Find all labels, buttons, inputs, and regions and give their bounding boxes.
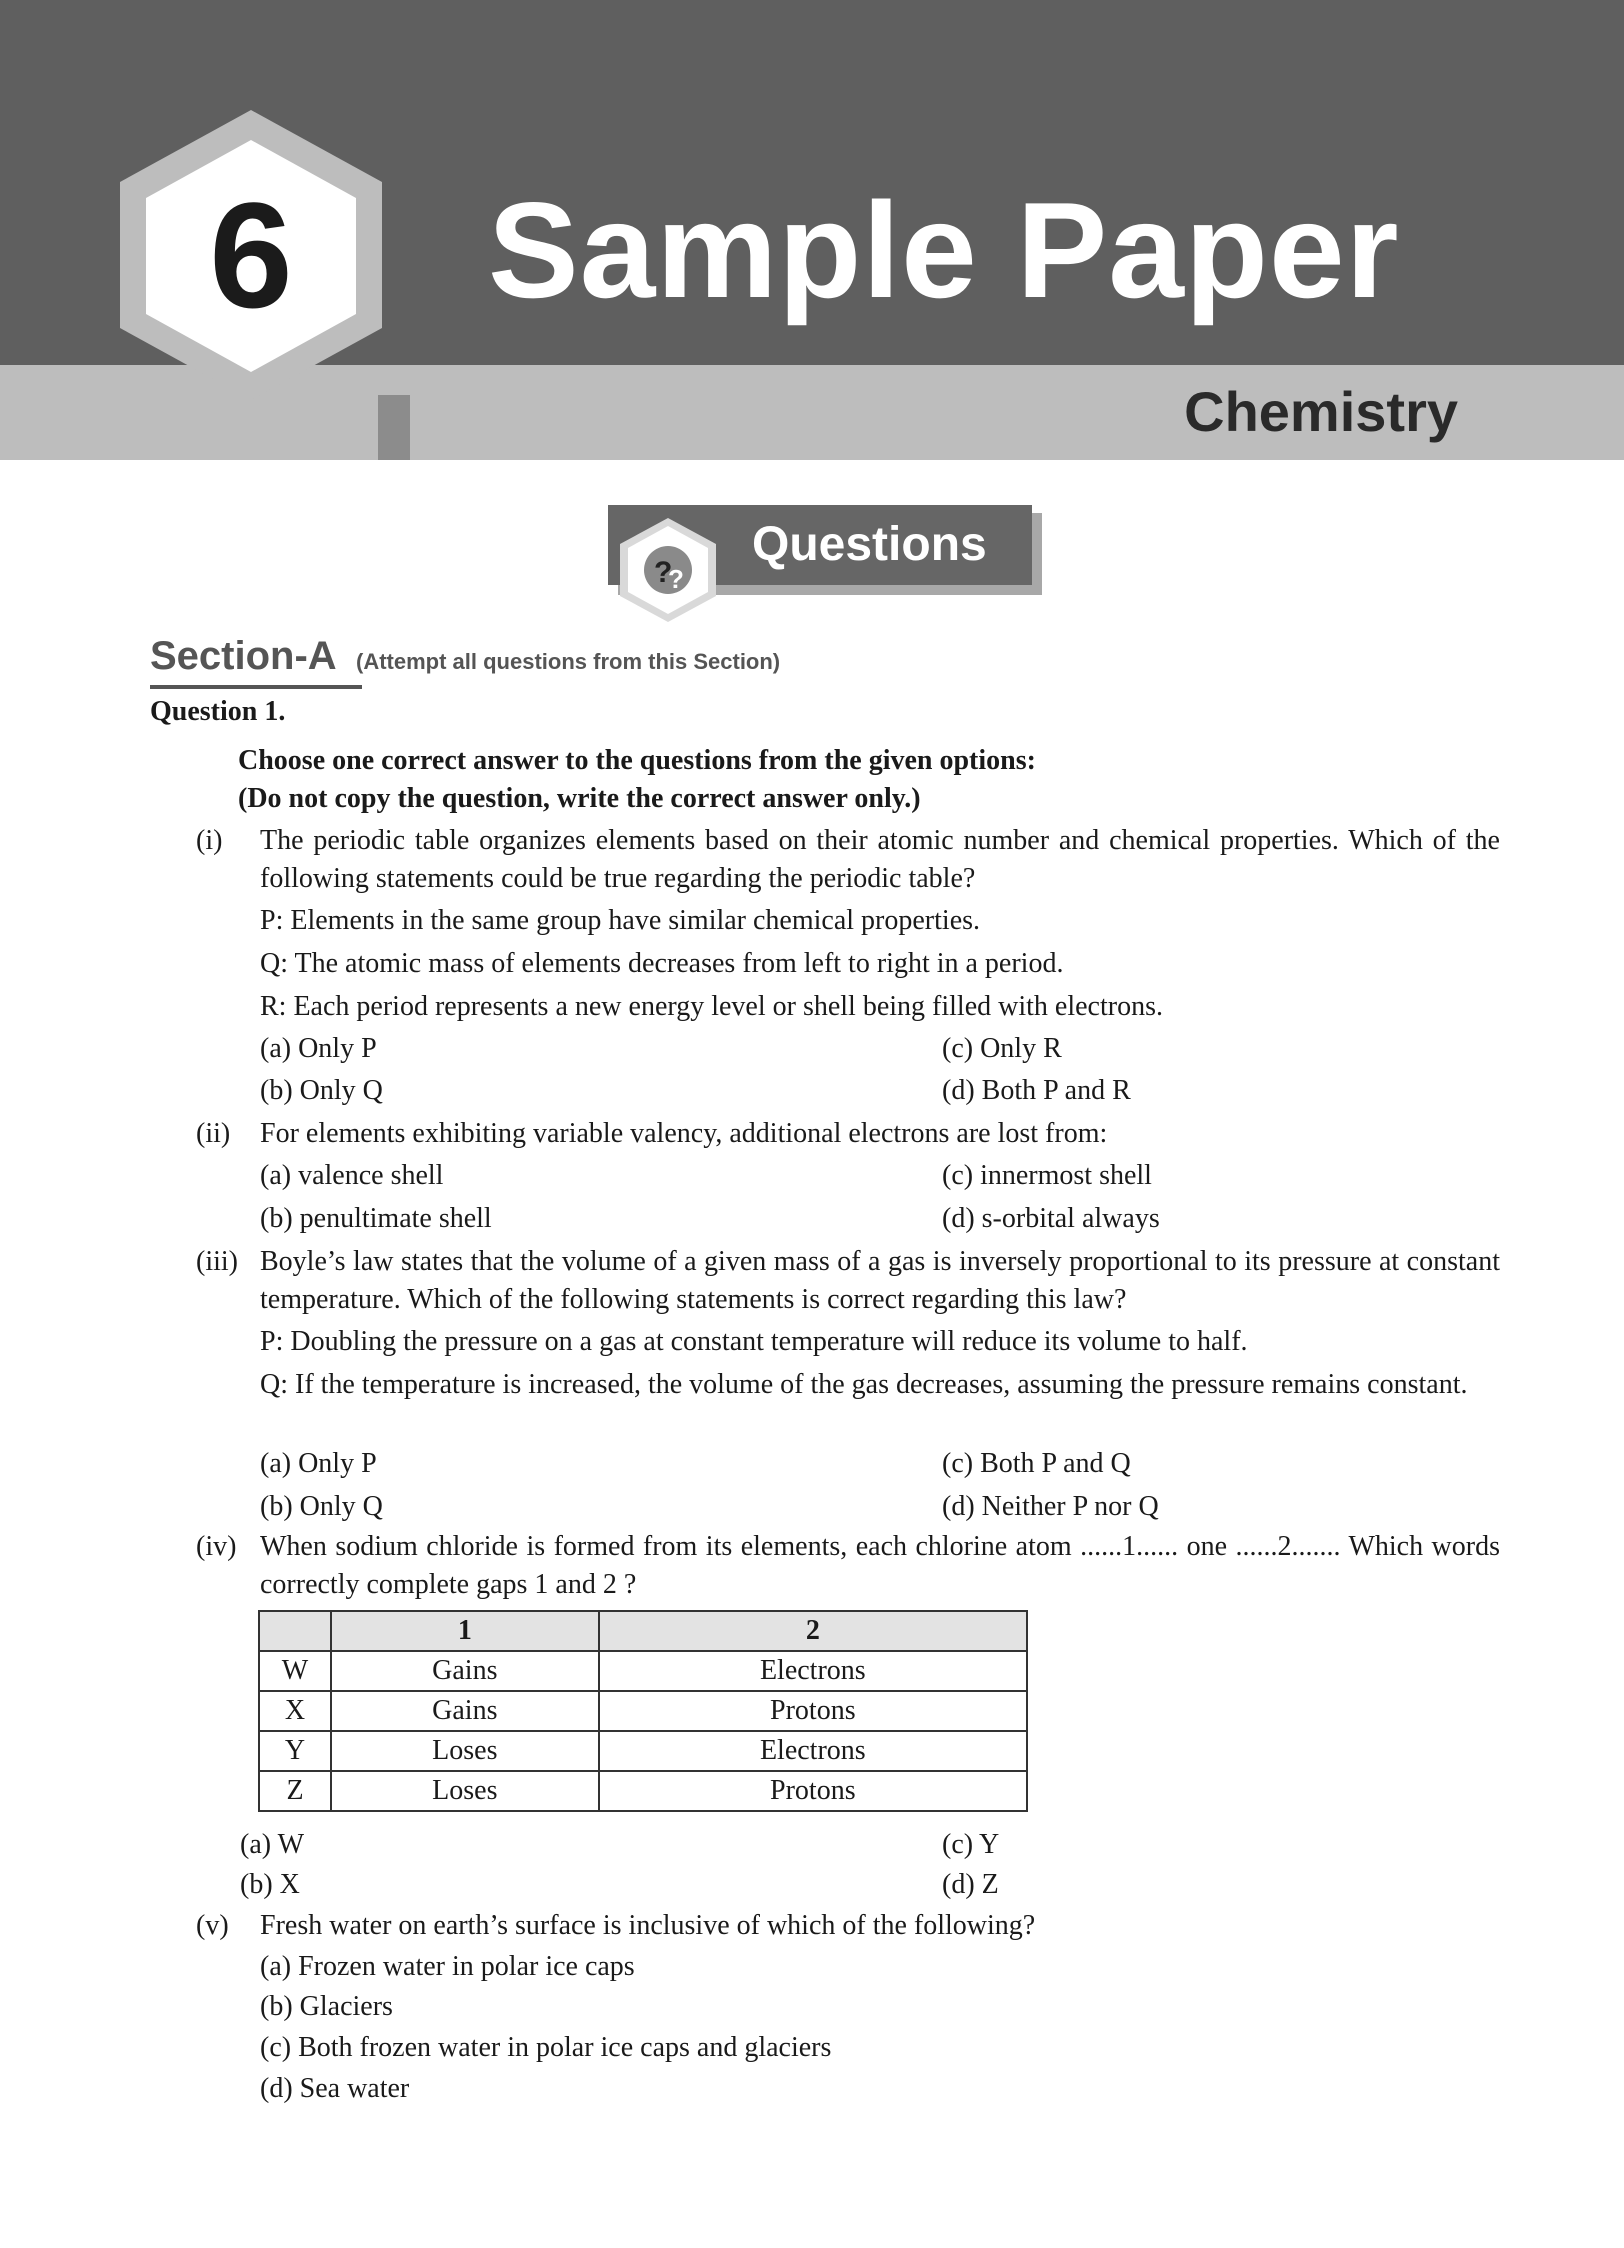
- table-cell: Electrons: [599, 1731, 1027, 1771]
- q1-statement-p: P: Elements in the same group have similar chemical properties.: [260, 905, 981, 936]
- q5-option-d: (d) Sea water: [260, 2073, 410, 2104]
- table-cell: Z: [259, 1771, 331, 1811]
- q5-option-a: (a) Frozen water in polar ice caps: [260, 1951, 635, 1982]
- table-cell: X: [259, 1691, 331, 1731]
- q4-number: (iv): [196, 1531, 237, 1562]
- q1-text: The periodic table organizes elements based on their atomic number and chemical properties. Which of the following statements could be true regarding the periodic table?: [260, 825, 1500, 894]
- q2-number: (ii): [196, 1118, 231, 1149]
- q1-option-b: (b) Only Q: [260, 1075, 383, 1106]
- section-title: Section-A: [150, 634, 337, 678]
- q3-statement-p: P: Doubling the pressure on a gas at constant temperature will reduce its volume to half.: [260, 1326, 1248, 1357]
- q3-statement-q: Q: If the temperature is increased, the volume of the gas decreases, assuming the pressure remains constant.: [260, 1369, 1468, 1400]
- table-cell: Loses: [331, 1731, 599, 1771]
- question-label: Question 1.: [150, 696, 286, 727]
- q4-option-b: (b) X: [240, 1869, 300, 1900]
- table-cell: Gains: [331, 1691, 599, 1731]
- q2-option-c: (c) innermost shell: [942, 1160, 1152, 1191]
- table-cell: Protons: [599, 1691, 1027, 1731]
- q4-option-c: (c) Y: [942, 1829, 1000, 1860]
- svg-text:?: ?: [668, 564, 684, 594]
- q4-option-a: (a) W: [240, 1829, 304, 1860]
- table-header-cell: 2: [599, 1611, 1027, 1651]
- q5-text: Fresh water on earth’s surface is inclusive of which of the following?: [260, 1910, 1036, 1941]
- q1-statement-r: R: Each period represents a new energy level or shell being filled with electrons.: [260, 991, 1163, 1022]
- table-row: [259, 1731, 1027, 1771]
- table-cell: W: [259, 1651, 331, 1691]
- subject-title: Chemistry: [1184, 380, 1458, 443]
- q1-option-d: (d) Both P and R: [942, 1075, 1131, 1106]
- q5-option-b: (b) Glaciers: [260, 1991, 393, 2022]
- q3-option-d: (d) Neither P nor Q: [942, 1491, 1159, 1522]
- instruction-line-2: (Do not copy the question, write the correct answer only.): [238, 783, 921, 814]
- questions-label: Questions: [752, 518, 987, 571]
- badge-tab: [378, 395, 410, 460]
- table-cell: Loses: [331, 1771, 599, 1811]
- q3-option-c: (c) Both P and Q: [942, 1448, 1131, 1479]
- q2-text: For elements exhibiting variable valency, additional electrons are lost from:: [260, 1118, 1108, 1149]
- q3-option-b: (b) Only Q: [260, 1491, 383, 1522]
- table-cell: Gains: [331, 1651, 599, 1691]
- table-header-row: [259, 1611, 1027, 1651]
- table-cell: Protons: [599, 1771, 1027, 1811]
- q2-option-a: (a) valence shell: [260, 1160, 444, 1191]
- q4-text: When sodium chloride is formed from its elements, each chlorine atom ......1...... one ......2....... Which words correctly complete gaps 1 and 2 ?: [260, 1531, 1500, 1600]
- q1-statement-q: Q: The atomic mass of elements decreases from left to right in a period.: [260, 948, 1064, 979]
- table-cell: Y: [259, 1731, 331, 1771]
- instruction-line-1: Choose one correct answer to the questions from the given options:: [238, 745, 1036, 776]
- q3-text: Boyle’s law states that the volume of a given mass of a gas is inversely proportional to its pressure at constant temperature. Which of the following statements is correct regarding this law?: [260, 1246, 1500, 1315]
- section-note: (Attempt all questions from this Section): [356, 649, 781, 674]
- table-header-cell: 1: [331, 1611, 599, 1651]
- table-row: [259, 1771, 1027, 1811]
- table-cell: Electrons: [599, 1651, 1027, 1691]
- q5-number: (v): [196, 1910, 229, 1941]
- table-row: [259, 1651, 1027, 1691]
- page-title: Sample Paper: [488, 174, 1400, 326]
- table-header-cell: [259, 1611, 331, 1651]
- q4-option-d: (d) Z: [942, 1869, 999, 1900]
- q3-option-a: (a) Only P: [260, 1448, 377, 1479]
- q1-option-a: (a) Only P: [260, 1033, 377, 1064]
- q2-option-b: (b) penultimate shell: [260, 1203, 492, 1234]
- paper-number: 6: [209, 171, 293, 339]
- q1-option-c: (c) Only R: [942, 1033, 1062, 1064]
- section-underline: [150, 685, 362, 689]
- question-marks-icon: [620, 518, 716, 622]
- table-row: [259, 1691, 1027, 1731]
- q5-option-c: (c) Both frozen water in polar ice caps and glaciers: [260, 2032, 832, 2063]
- q3-number: (iii): [196, 1246, 238, 1277]
- q1-number: (i): [196, 825, 223, 856]
- q2-option-d: (d) s-orbital always: [942, 1203, 1160, 1234]
- svg-text:?: ?: [654, 556, 673, 589]
- gap-fill-table: [258, 1610, 1028, 1812]
